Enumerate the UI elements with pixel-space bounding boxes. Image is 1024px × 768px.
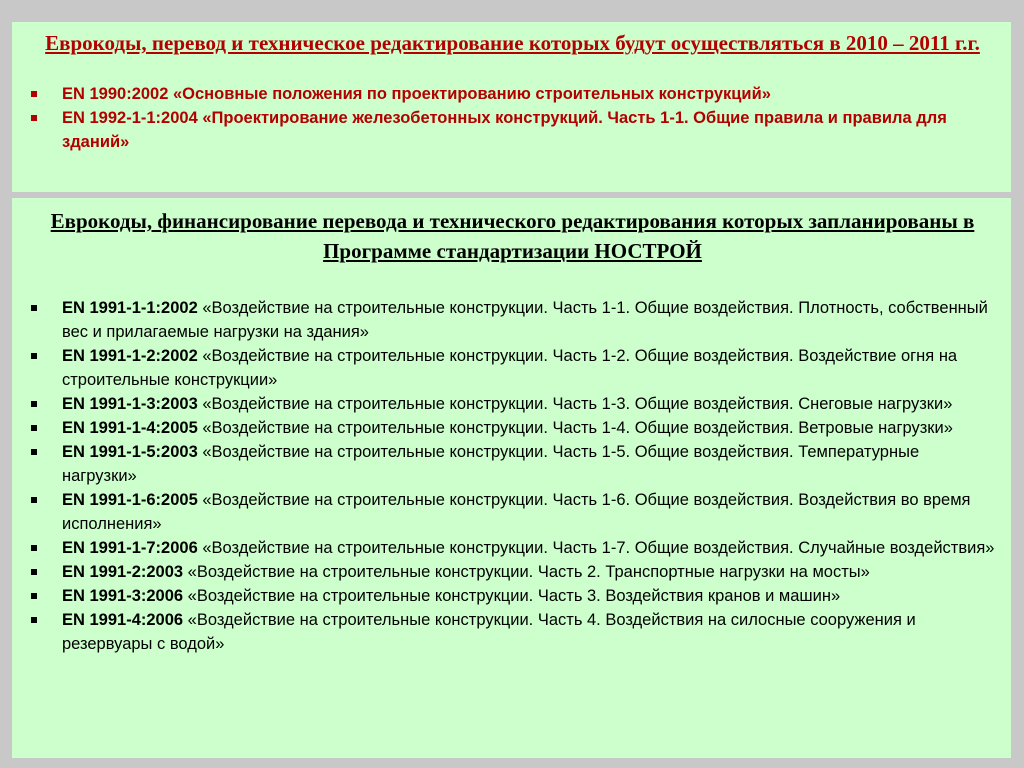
list-item — [28, 608, 997, 656]
square-bullet-icon — [31, 353, 37, 359]
standard-code: EN 1991-1-2:2002 — [62, 347, 198, 365]
list-item — [28, 584, 997, 608]
standard-code: EN 1991-4:2006 — [62, 611, 184, 629]
list-item — [28, 82, 997, 106]
standard-title: «Воздействие на строительные конструкции. Часть 1-3. Общие воздействия. Снеговые нагрузки» — [197, 395, 953, 413]
standard-code: EN 1991-3:2006 — [62, 587, 184, 605]
standard-title: «Воздействие на строительные конструкции. Часть 1-4. Общие воздействия. Ветровые нагрузки» — [197, 419, 953, 437]
square-bullet-icon — [31, 115, 37, 121]
square-bullet-icon — [31, 545, 37, 551]
standard-title: «Воздействие на строительные конструкции. Часть 3. Воздействия кранов и машин» — [183, 587, 841, 605]
standard-title: «Воздействие на строительные конструкции. Часть 1-1. Общие воздействия. Плотность, собственный вес и прилагаемые нагрузки на здания» — [62, 299, 988, 341]
square-bullet-icon — [31, 569, 37, 575]
standard-title: «Воздействие на строительные конструкции. Часть 2. Транспортные нагрузки на мосты» — [183, 563, 870, 581]
list-item — [28, 488, 997, 536]
list-item — [28, 344, 997, 392]
bottom-panel-list — [28, 296, 997, 656]
standard-code: EN 1991-1-4:2005 — [62, 419, 198, 437]
standard-code: EN 1991-1-3:2003 — [62, 395, 198, 413]
standard-title: «Воздействие на строительные конструкции. Часть 4. Воздействия на силосные сооружения и резервуары с водой» — [62, 611, 916, 653]
square-bullet-icon — [31, 425, 37, 431]
standard-code: EN 1991-1-5:2003 — [62, 443, 198, 461]
square-bullet-icon — [31, 593, 37, 599]
list-item — [28, 440, 997, 488]
list-item — [28, 392, 997, 416]
standard-title: «Воздействие на строительные конструкции. Часть 1-6. Общие воздействия. Воздействия во время исполнения» — [62, 491, 971, 533]
standard-code: EN 1991-1-1:2002 — [62, 299, 198, 317]
top-panel — [12, 22, 1011, 192]
square-bullet-icon — [31, 91, 37, 97]
standard-title: «Воздействие на строительные конструкции. Часть 1-7. Общие воздействия. Случайные воздействия» — [197, 539, 995, 557]
list-item — [28, 416, 997, 440]
list-item — [28, 536, 997, 560]
square-bullet-icon — [31, 401, 37, 407]
square-bullet-icon — [31, 449, 37, 455]
list-item-text: EN 1992-1-1:2004 «Проектирование железобетонных конструкций. Часть 1-1. Общие правила и правила для зданий» — [62, 109, 947, 151]
square-bullet-icon — [31, 497, 37, 503]
list-item — [28, 560, 997, 584]
list-item-text: EN 1990:2002 «Основные положения по проектированию строительных конструкций» — [62, 85, 771, 103]
list-item — [28, 296, 997, 344]
standard-code: EN 1991-1-7:2006 — [62, 539, 198, 557]
square-bullet-icon — [31, 617, 37, 623]
top-panel-list — [28, 82, 997, 154]
square-bullet-icon — [31, 305, 37, 311]
bottom-panel — [12, 198, 1011, 758]
standard-title: «Воздействие на строительные конструкции. Часть 1-5. Общие воздействия. Температурные нагрузки» — [62, 443, 920, 485]
standard-code: EN 1991-2:2003 — [62, 563, 184, 581]
standard-code: EN 1991-1-6:2005 — [62, 491, 198, 509]
bottom-panel-heading: Еврокоды, финансирование перевода и технического редактирования которых запланированы в Программе стандартизации НОСТРОЙ — [50, 209, 975, 263]
top-panel-heading: Еврокоды, перевод и техническое редактирование которых будут осуществляться в 2010 – 2011 г.г. — [45, 31, 980, 55]
list-item — [28, 106, 997, 154]
standard-title: «Воздействие на строительные конструкции. Часть 1-2. Общие воздействия. Воздействие огня на строительные конструкции» — [62, 347, 958, 389]
